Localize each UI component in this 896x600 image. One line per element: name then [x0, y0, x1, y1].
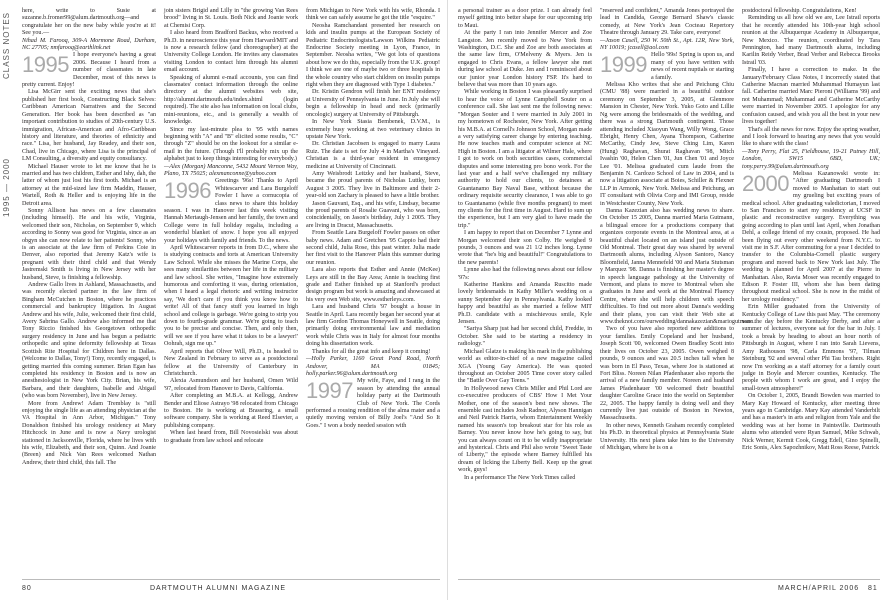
paragraph: Melissa Kho writes that she and Peichung Chiu (CMU '88) were married in a beautiful outdoor ceremony on September 3, 2005, at Glenmore Mansion in Chester, New York. Yuko Goto and Lillie Ng were among the bridesmaids of the wedding, and there was a strong Dartmouth contingent. Those attending included Xiaoyun Wang, Willy Wong, Grace Ebright, Henry Chen, Ayana Thompson, Catherine McCarthy, Cindy Jew, Steve Ching Lim, Karen (Hung) Raghavan, Shurat Raghavan '98, Mitch Ivashin '00, Helen Chen '01, Jun Chen '01 and Joyce Lee '01. Melissa graduated cum laude from the Benjamin N. Cardozo School of Law in 2004, and is now a litigation associate at Boies, Schiller & Flexner LLP in Armonk, New York. Melissa and Peichung, an IT consultant with Olivia Corp and IMI Group, reside in Westchester County, New York. — [600, 82, 734, 207]
paragraph: In Hollywood news Chris Miller and Phil Lord are co-executive producers of CBS' How I Met Your Mother, one of the season's best new shows. The ensemble cast includes Josh Radnor, Alyson Hannigan and Neil Patrick Harris, whom Entertainment Weekly named his season's top breakout star for his role as Barney. You never know how he's going to say, but you can always count on it to be wildly inappropriate and hysterical. Chris and Phil also wrote "Sweet Taste of Liberty," the episode where Barney fulfilled his dream of licking the Liberty Bell. Keep up the great work, guys! — [458, 385, 592, 474]
paragraph: here, write to Susie at suzanne.b.fromer99@alum.dartmouth.org—and congratulate her on the new baby while you're at it! See you.— — [22, 8, 156, 37]
correspondent-signature: —Holly Parker, 1160 Great Pond Road, North Andover, MA 01845; holly.parker.96@alum.dartmouth.org — [306, 356, 440, 377]
paragraph: After completing an M.B.A. at Kellogg, Andrew Bender and Eliose Astrayo '98 relocated from Chicago to Boston. He is working at Brassring, a small software company. She is working at Reed Elsevier, a publishing company. — [164, 393, 298, 429]
paragraph: Lara also reports that Esther and Annie (McKee) Leys are still in the Bay Area; Annie is teaching first grade and Esther finished up at Stanford's product design program but work is amazing and showcased at his very own Web site, www.estherleys.com. — [306, 267, 440, 303]
footer-rule — [458, 579, 880, 580]
paragraph: More from Andrew! Adam Tremblay is "still enjoying the single life as an attending physician at the VA Hospital in Ann Arbor, Michigan." Tony Donaldson finished his urology residency at Mary Hitchcock in June and is now a Navy urologist stationed in Jacksonville, Florida, where he lives with his wife, Elizabeth, and their son, Quinn. And Joanie (Breen) and Nick Van Rees welcomed Nathan Andrew, their third child, this fall. The — [22, 400, 156, 466]
paragraph: Two of you have also reported new additions to your families. Emily Copeland and her husband, Joseph Scott '00, welcomed Owen Bradley Scott into their lives on October 23, 2005. Owen weighed 8 pounds, 9 ounces and was 20.5 inches tall when he was born in El Paso, Texas, where Joe is stationed at Fort Bliss. Noreen Nilan Pfadenhauer also reports the arrival of a new family member. Noreen and husband James Pfadenhauer '00 welcomed their beautiful daughter Caroline Grace into the world on September 22, 2005. The happy family is doing well and they currently live just outside of Boston in Newton, Massachusetts. — [600, 326, 734, 422]
paragraph: Thanks for all the great info and keep it coming! — [312, 348, 431, 355]
class-year-heading: 1997 — [306, 378, 353, 404]
paragraph: Dr. Christian Jacobsen is engaged to marry Laura Ruiz. The date is set for July 4 in Martha's Vineyard. Christian is a third-year resident in emergency medicine at University of Cincinnati. — [306, 141, 440, 170]
paragraph: When last heard from, Bill Novosielski was about to graduate from law school and relocate — [164, 430, 298, 444]
paragraph: Sonny Allison has news on a few classmates (including himself). He and his wife, Virginia, welcomed their son, Nicholas, on September 9, which according to Sonny was good for Virginia, since as an obgyn she can now relate to her patients! Sonny, who is an associate at the law firm of Perkins Coie in Denver, also reported that Jeremy Katz's wife is pregnant with their third child and that Wendy Jastremski Smith is living in New Jersey with her husband, Steve, is finishing a fellowship. — [22, 207, 156, 281]
paragraph: Reminding us all how old we are, Lee Istrail reports that he recently attended his 10th-year high school reunion at the Albuquerque Academy in Albuquerque, New Mexico. The reunion, coordinated by Tara Pennington, had many Dartmouth alums, including Karilin Reidy Verber, Brad Verber and Rebecca Brooks Istrail '03. — [742, 15, 880, 66]
paragraph: Finally, I have a correction to make. In the January/February Class Notes, I incorrectly stated that Catherine Macnan married Muhammad Humayun last fall. Catherine married Marc Pieroni (Williams '99) and not Muhammad; Muhammad and Catherine McCarthy were married in November 2005. I apologize for any confusion caused, and wish you all the best in your new lives together! — [742, 67, 880, 126]
paragraph: Dr. Kristin Gendron will finish her ENT residency at University of Pennsylvania in June. In July she will begin a fellowship in head and neck (primarily oncologic) surgery at University of Pittsburgh. — [306, 89, 440, 118]
paragraph: Michael Glatze is making his mark in the publishing world as editor-in-chief of a new magazine called XGA (Young Gay America). He was quoted throughout an October 2005 Time cover story called the "Battle Over Gay Teens." — [458, 348, 592, 385]
class-notes-sidebar-tab — [2, 8, 14, 568]
paragraph: Since my last-minute plea to '95 with names beginning with "A" and "B" elicited some results, "C" through "Z" should be on the lookout for a similar e-mail in the future. (Though I'll probably mix up the alphabet just to keep things interesting for everybody.) — [164, 126, 298, 163]
class-year-heading: 1999 — [600, 52, 647, 78]
column-5 — [600, 8, 755, 573]
paragraph: April Whitescarver reports in from D.C., where she is studying contracts and torts at American University Law School. While she misses the Marine Corps, she sees many similarities between her life in the military and law school. She writes, "Imagine how extremely humorous and comforting it was, during orientation, when I heard a legal rhetoric and writing instructor say, 'We don't care if you think you know how to write! All of that fancy stuff you learned in high school and college is garbage. We're going to strip you down to fourth-grade grammar. We're going to teach you to be precise and concise. Then, and only then, will we see if you have what it takes to be a lawyer!' Oohrah, sign me up." — [164, 245, 298, 348]
paragraph: Katherine Hankins and Amanda Ruscitto made lovely bridesmaids in Kathy Miller's wedding on a sunny September day in Pennsylvania. Kathy looked happy and beautiful as she married a fellow MIT Ph.D. candidate with a mischievous smile, Kyle Jensen. — [458, 282, 592, 326]
column-2 — [164, 8, 298, 573]
paragraph: postdoctoral fellowship. Congratulations, Ken! — [742, 8, 857, 14]
correspondent-signature: —Tony Perry, Flat 25, Fieldhouse, 19-21 Putney Hill, London, SW15 6BD, UK; tony.perry.99@alum.dartmouth.org — [742, 148, 880, 170]
paragraph: In a performance The New York Times called — [464, 474, 576, 481]
paragraph: Lisa McGirr sent the exciting news that she's published her first book, Constructing Black Selves: Caribbean American Narratives and the Second Generation. Her book has been described as "an important contribution to studies of 20th-century U.S. immigration, African-American and Afro-Caribbean history and literature, and theories of ethnicity and race." Lisa, her husband, Jay Readey, and their son, Chad, live in Chicago, where Lisa is the principal of LM Consulting, a diversity and equity consultancy. — [22, 89, 156, 163]
paragraph: I hope everyone's having a great 2006. Because I heard from a number of classmates in late December, most of this news is pretty current. Enjoy! — [22, 52, 156, 89]
paragraph: On October 1, 2005, Brandt Bowden was married to Mary Kay Howard of Kentucky, after meeting three years ago in Cambridge. Mary Kay attended Vanderbilt and has a master's in arts and religion from Yale and the wedding was at her home in Paintsville. Dartmouth alums who attended were Ryan Samuel, Mike Schwab, Nick Werner, Kermit Cook, Gregg Edell, Gino Spinelli, Eric Sonis, Alex Sapozhnikov, Matt Ross Reese, Patrick — [742, 393, 880, 451]
paragraph: "reserved and confident," Amanda Jones portrayed the lead in Candida, George Bernard Shaw's classic comedy, at New York's Jean Cocteau Repertory Theatre through January 29. Take care, everyone! — [600, 8, 734, 37]
paragraph: Andrew Gallo lives in Ashland, Massachusetts, and was recently elected partner in the law firm of Bingham McCutchen in Boston, where he practices commercial and bankruptcy litigation. In August Andrew and his wife, Julie, welcomed their first child, Avery Sabrina Gallo. Andrew also informed me that Tony Riccio finished his Georgetown orthopedic surgery residency in June and has begun a pediatric orthopedic and spine deformity fellowship at Texas Scottish Rite Hospital for Children here in Dallas. (Welcome to Dallas, Tony!) Tony, recently engaged, is getting married this coming summer. Brian Egan has completed his residency in Boston and is now an anesthesiologist in New York City. Brian, his wife, Barbara, and their daughters, Isabelle and Abigail (who was born November), live in New Jersey. — [22, 282, 156, 400]
paragraph: From Seattle Lara Burgeloff Fowler passes on other baby news. Adam and Gretchen '95 Cappio had their second child, Julia Rose, this past winter. Julia made her first visit to the Hanover Plain this summer during our reunion. — [306, 230, 440, 266]
page-number: 81 — [868, 585, 878, 592]
correspondent-signature: Nihad M. Farooq, 309-A Mormone Road, Durham, NC 27705; nmfarooq@earthlink.net — [22, 37, 156, 52]
paragraph: Jason Gauvani, Esq., and his wife, Lindsay, became the proud parents of Rosalie Guavani, who was born, coincidentally, on Jason's birthday, July 1 2005. They are living in Dracut, Massachusetts. — [306, 200, 440, 229]
paragraph: Lara and husband Chris '97 bought a house in Seattle in April. Lara recently began her second year at law firm Gordon Thomas Honeywell in Seattle, doing primarily doing environmental law and mediation work while Chris was in Italy for almost four months doing his dissertation work. — [306, 304, 441, 348]
paragraph: Erin Miller graduated from the University of Kentucky College of Law this past May. "The ceremony was the day before the Kentucky Derby, and after a summer of lectures, everyone sat for the bar in July. I took a break by heading to about an hour north of Pittsburgh in August, where I ran into Sarah Lievens, Amy Rathouson '98, Carla Emmons '97, Tilman Steinburg '92 and several other Phi Tau brothers. Right now I'm working as a staff attorney for a family court judge in Boyle and Mercer counties, Kentucky. The people with whom I work are great, and I enjoy the small-town atmosphere!" — [742, 304, 880, 392]
paragraph: Greetings '96s! Thanks to April Whitescarver and Lara Burgeloff Fowler I have a cornucopia of class news to share this holiday season. I was in Hanover last this week visiting Hannah Mertaugh-Jensen and her family, the town and College were in full holiday regalia, including a wonderful blanket of snow. I hope you all enjoyed your holidays with family and friends. To the news. — [164, 178, 298, 244]
paragraph: Neosha Ramchandani presented her research on kids and insulin pumps at the European Society of Pediatric Endocrinologists/Lawson Wilkins Pediatric Endocrine Society meeting in Lyon, France, in September. Neosha writes, "We got lots of questions about how we do this, especially from the U.K. group! I think we are one of maybe two or three hospitals in the whole country who start children on insulin pumps right when they are diagnosed with Type 1 diabetes." — [306, 22, 440, 89]
paragraph: from Michigan to New York with his wife, Rhonda. I think we can safely assume he got the title "esquire." — [306, 8, 440, 22]
paragraph: My wife, Faye, and I rang in the season by attending the annual holiday party at the Dartmouth Club of New York. The Cords performed a rousing rendition of the alma mater and a quietly moving version of Billy Joel's "And So It Goes." I won a body needed session with — [306, 378, 440, 429]
sidebar-label: CLASS NOTES — [2, 12, 11, 80]
right-page — [448, 0, 896, 600]
column-6 — [742, 8, 880, 573]
column-1 — [22, 8, 156, 573]
paragraph: "Sariya Sharp just had her second child, Freddie, in October. She said to be starting a residency in radiology." — [458, 326, 592, 348]
footer-rule — [22, 579, 440, 580]
paragraph: April reports that Oliver Will, Ph.D., is headed to New Zealand in February to serve as a postdoctoral fellow at the University of Canterbury in Christchurch. — [164, 348, 298, 377]
paragraph: Melissa Kazanowski wrote in: "After graduating Dartmouth I moved to Manhattan to start out my grueling but exciting years of medical school. After graduating valedictorian, I moved to San Francisco to start my residency at UCSF in plastic and reconstructive surgery. Everything was going according to plan until last April, when Jonathan Dehl, a college friend of my cousin, proposed. He had been flying out every other weekend from N.Y.C. to visit me in S.F. After commuting for a year I decided to transfer to the Columbia-Cornell plastic surgery program and moved back to New York last July. The wedding is planned for April 2007 at the Pierre in Manhattan. Also, Ravia Moser was recently engaged to Edison P. Foster III, whom she has been dating throughout medical school. She is now in the midst of her urology residency." — [742, 170, 880, 303]
paragraph: At the party I ran into Jennifer Mercer and Zoe Langston. Jen recently moved to New York from Washington, D.C. She and Zoe are both associates at the same law firm, O'Melveny & Myers. Jen is engaged to Chris Evans, a fellow lawyer she met during law school at Duke. Jen and I reminisced about our junior year London history FSP. It's hard to believe that was more than 10 years ago. — [458, 30, 592, 89]
paragraph: a personal trainer as a door prize. I can already feel myself getting into better shape for our upcoming trip to Maui. — [458, 8, 592, 29]
issue-date: MARCH/APRIL 2006 — [778, 585, 860, 592]
magazine-title: DARTMOUTH ALUMNI MAGAZINE — [150, 585, 287, 592]
page-number: 80 — [22, 585, 32, 592]
paragraph: Hello '99s! Spring is upon us, and many of you have written with news of recent nuptials or starting a family. — [650, 52, 734, 81]
correspondent-signature: —Alex (Morgan) Manconne, 5432 Mount Vernon Way, Plano, TX 75025; alexmanconne@yahoo.com — [164, 163, 298, 177]
class-year-heading: 1996 — [164, 178, 211, 204]
paragraph: In other news, Kenneth Graham recently completed his Ph.D. in theoretical physics at Pennsylvania State University. His next plans take him to the University of Michigan, where he is on a — [600, 422, 734, 451]
paragraph: Amy Weisbrodt Leitzky and her husband, Steve, became the proud parents of Nicholas Luttky, born August 3 2005. They live in Baltimore and their 2-year-old son Zachary is pleased to have a little brother. — [306, 170, 440, 200]
paragraph: That's all the news for now. Enjoy the spring weather, and I look forward to hearing any news that you would like to share with the class! — [742, 126, 880, 148]
correspondent-signature: —Jason Casell, 250 W. 50th St., Apt. 12R, New York, NY 10019; jcasell@aol.com — [600, 37, 734, 52]
column-3 — [306, 8, 440, 573]
column-4 — [458, 8, 592, 573]
paragraph: Alexia Asmundson and her husband, Omen Wild '97, relocated from Hanover to Davis, California. — [164, 378, 298, 392]
paragraph: Michael Hauser wrote to let me know that he is married and has two children, Esther and Ishy, dah, the latter of whom just lost his first tooth. Michael is an attorney at the mid-sized law firm Maddin, Hauser, Wartell, Roth & Heller and is enjoying life in the Detroit area. — [22, 163, 156, 207]
paragraph: Danna Kazezian also has wedding news to share. On October 15 2005, Danna married Maria Gutmann, a bilingual emcee for a productions company that organizes corporate events in the Montreal area, at a beautiful chalet located on an island just outside of Old Montreal. Their great day was shared by several Dartmouth alums, including Alyson Santoro, Nancy Bloomfield, Janna Mennefeld '00 and Maria Stutsman y Marquez '98. Danna is finishing her master's degree in speech language pathology at the University of Vermont, and plans to move to Montreal when she graduates in June and work at the Montreal Fluency Centre, where she will help children with speech difficulties. To find out more about Danna's wedding and their plans, you can visit their Web site at www.theknot.com/ourwedding/dannakazezian&mariogutmann. — [600, 207, 755, 326]
paragraph: I also heard from Bradford Backus, who received a Ph.D. in neuroscience this year from Harvard/MIT and is now a research fellow (and choreographer) at the University College London. He invites any classmates visiting London to contact him through his alumni email account. — [164, 30, 298, 74]
class-year-heading: 2000 — [742, 170, 789, 196]
paragraph: Speaking of alumni e-mail accounts, you can find classmates' contact information through the online directory at the alumni websites web site, http://alumni.dartmouth.edu/index.shtml (login required). The site also has information on local clubs, mini-reunions, etc., and is generally a wealth of knowledge. — [164, 74, 298, 126]
sidebar-years: 1995 — 2000 — [2, 158, 11, 218]
paragraph: I am happy to report that on December 7 Lynne and Morgan welcomed their son Colby. He weighed 9 pounds, 3 ounces and was 21 1/2 inches long. Lynne wrote that "he's big and beautiful!" Congratulations to the new parents! — [458, 230, 592, 266]
paragraph: Lynne also had the following news about our fellow '97s: — [458, 267, 592, 281]
paragraph: In New York Stasia Bembenek, D.V.M., is extremely busy working at two veterinary clinics in upstate New York. — [306, 119, 440, 140]
class-year-heading: 1995 — [22, 52, 69, 78]
paragraph: While working in Boston I was pleasantly surprised to hear the voice of Lynne Campbell Souter on a conference call. She last sent me the following news: "Morgan Souter and I were married in July 2001 in my hometown of Rochester, New York. After getting his M.B.A. at Cornell's Johnson School, Morgan made a very satisfying career change by entering teaching. He now teaches math and computer science at NC High in Boston. I am a litigator at Wilmer Hale, where I got to work on both securities cases, commercial disputes and some interesting pro bono work. For the last year and a half we've challenged my military authority to hold our clients, to detainees at Guantanamo Bay Naval Base, without because the ordinary requisite security clearance, I was able to go to Guantanamo (while five months pregnant) to meet my clients for the first time in August. Hard to sum up the experience, but I am very glad to have made the trip." — [458, 89, 592, 229]
paragraph: join sisters Brigid and Lilly in "the growing Van Rees brood" living in St. Louis. Both Nick and Joanie work at Chemisi Corp. — [164, 8, 298, 29]
